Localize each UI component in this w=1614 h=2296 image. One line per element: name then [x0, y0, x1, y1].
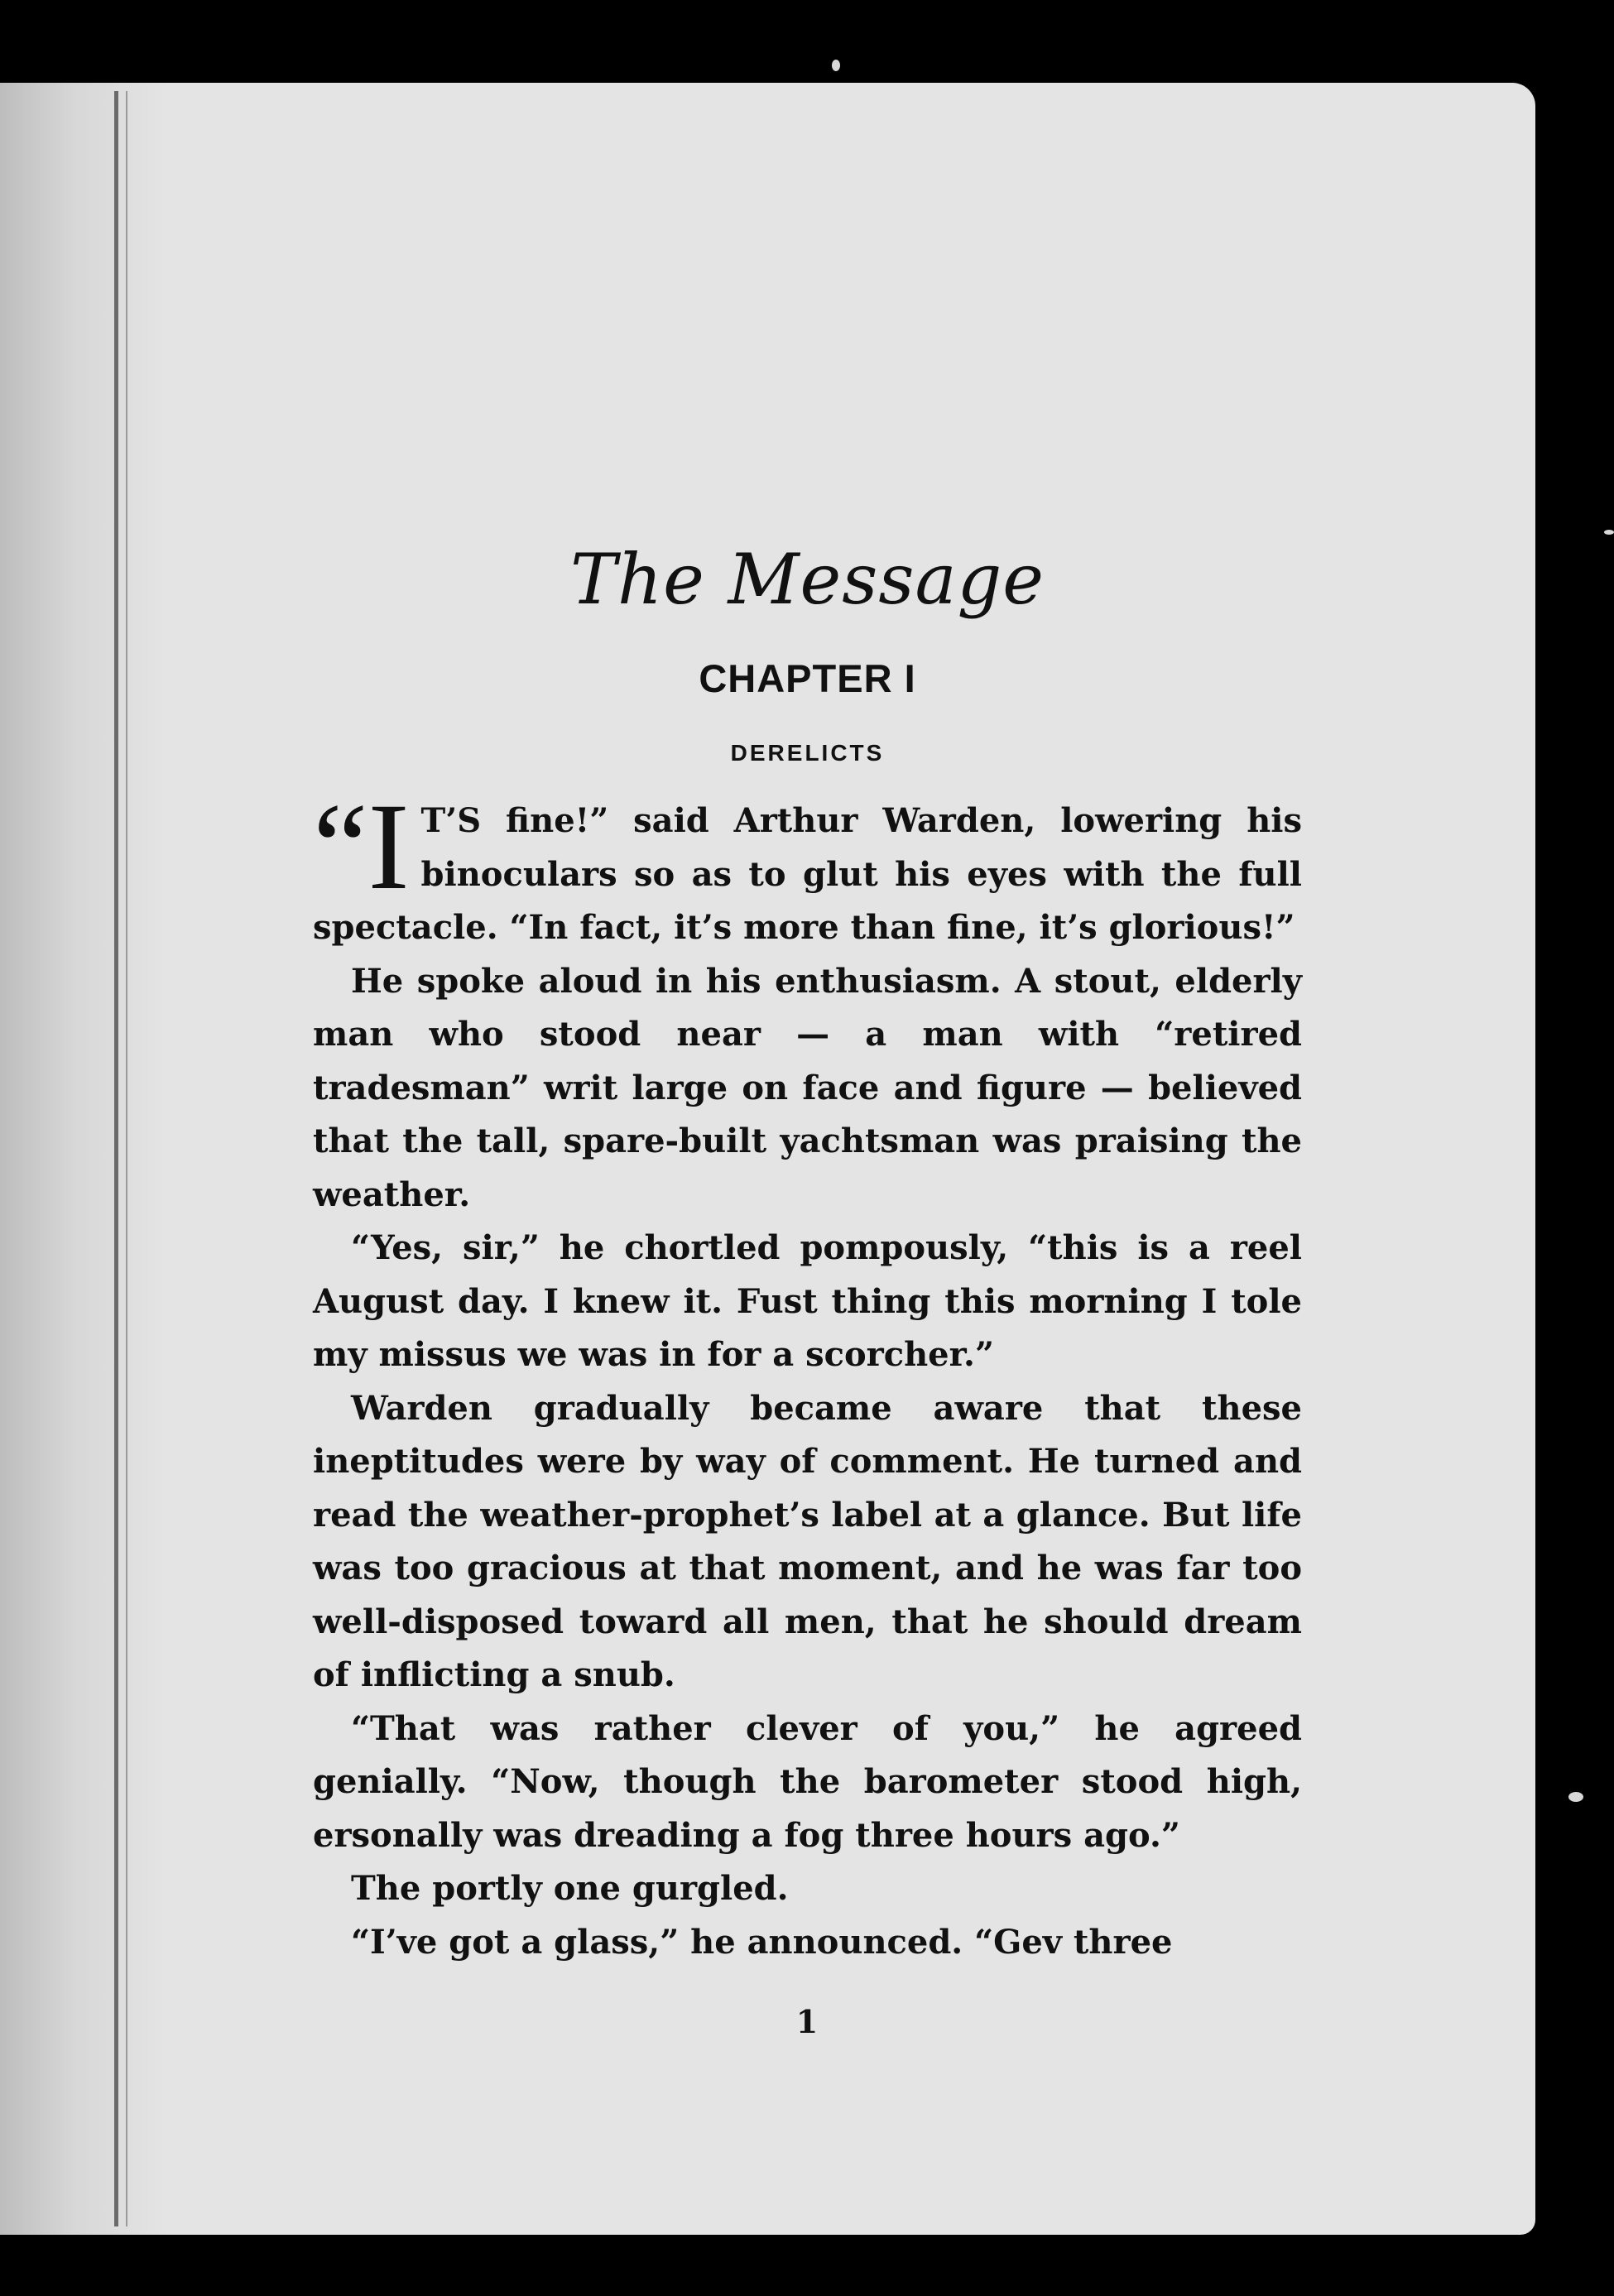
chapter-heading: CHAPTER I	[699, 656, 916, 700]
opening-paragraph	[313, 778, 1302, 955]
binding-line	[126, 91, 127, 2226]
scan-speck	[832, 60, 840, 71]
page-text	[313, 447, 1302, 1969]
book-title: The Message	[569, 539, 1045, 620]
drop-cap	[313, 778, 410, 915]
paragraph: “I’ve got a glass,” he announced. “Gev three	[351, 1922, 1173, 1962]
scan-speck	[1604, 530, 1614, 535]
chapter-subtitle: DERELICTS	[730, 740, 885, 766]
paragraph: Warden gradually became aware that these ineptitudes were by way of comment. He turned and read the weather-prophet’s label at a glance. But life was too gracious at that moment, and he was far too well-disposed toward all men, that he should dream of inflicting a snub.	[313, 1388, 1302, 1694]
page-number: 1	[795, 2003, 819, 2040]
opening-quote: “	[313, 778, 368, 915]
paragraph: He spoke aloud in his enthusiasm. A stout, elderly man who stood near — a man with “retired tradesman” writ large on face and figure — believed that the tall, spare-built yachtsman was praising the weather.	[313, 961, 1302, 1214]
paragraph: The portly one gurgled.	[351, 1869, 789, 1908]
opening-paragraph-text: T’S fine!” said Arthur Warden, lowering his binoculars so as to glut his eyes with the full spectacle. “In fact, it’s more than fine, it’s glorious!”	[313, 801, 1302, 947]
scan-speck	[1568, 1792, 1583, 1802]
paragraph: “That was rather clever of you,” he agreed genially. “Now, though the barometer stood high, ersonally was dreading a fog three hours ago.”	[313, 1708, 1302, 1855]
paragraph: “Yes, sir,” he chortled pompously, “this is a reel August day. I knew it. Fust thing this morning I tole my missus we was in for a scorcher.”	[313, 1228, 1302, 1374]
drop-cap-letter: I	[367, 778, 410, 915]
binding-line	[114, 91, 118, 2226]
binding-shadow	[0, 83, 166, 2235]
